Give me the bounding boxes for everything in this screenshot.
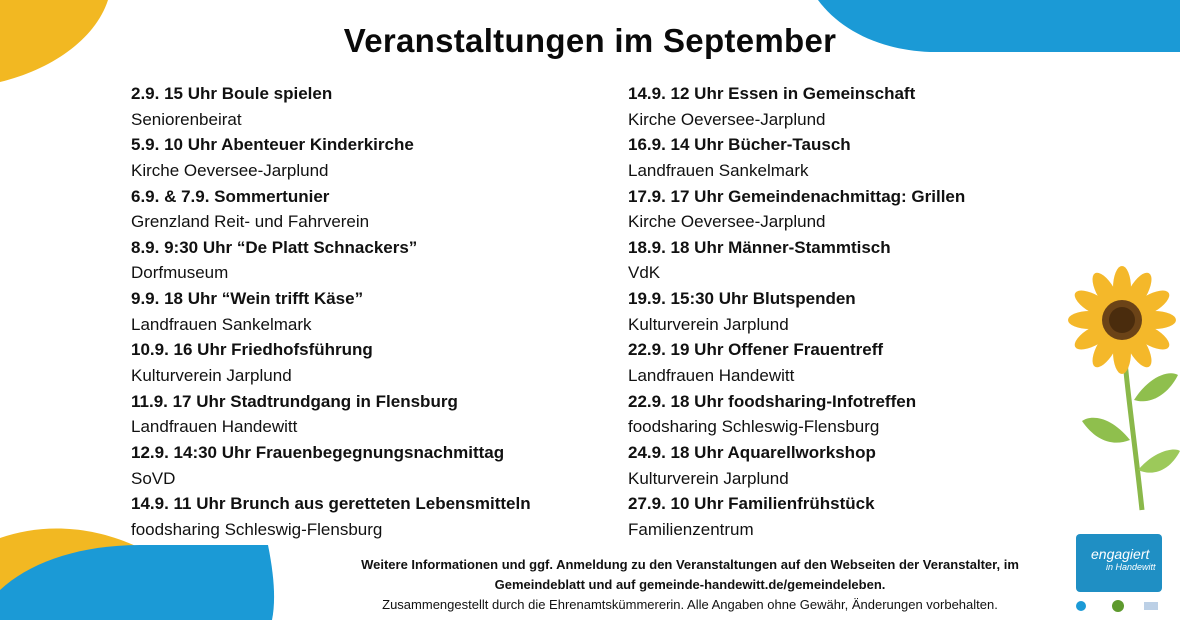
event-organizer: Kulturverein Jarplund: [628, 314, 789, 334]
event-item: [131, 337, 601, 388]
event-heading: 12.9. 14:30 Uhr Frauenbegegnungsnachmittag: [131, 443, 505, 463]
event-heading: 5.9. 10 Uhr Abenteuer Kinderkirche: [131, 135, 414, 155]
event-organizer: Seniorenbeirat: [131, 109, 242, 129]
engagiert-badge: [1076, 534, 1162, 592]
footer-line-2: Gemeindeblatt und auf gemeinde-handewitt.de/gemeindeleben.: [494, 577, 886, 592]
event-organizer: Kulturverein Jarplund: [628, 468, 789, 488]
event-heading: 17.9. 17 Uhr Gemeindenachmittag: Grillen: [628, 186, 966, 206]
event-organizer: Kirche Oeversee-Jarplund: [628, 109, 826, 129]
event-heading: 8.9. 9:30 Uhr “De Platt Schnackers”: [131, 237, 418, 257]
event-organizer: Kirche Oeversee-Jarplund: [131, 160, 329, 180]
event-heading: 16.9. 14 Uhr Bücher-Tausch: [628, 135, 851, 155]
event-organizer: VdK: [628, 263, 661, 283]
event-item: [628, 491, 1048, 542]
event-heading: 9.9. 18 Uhr “Wein trifft Käse”: [131, 289, 364, 309]
event-item: [131, 184, 601, 235]
badge-subtitle: in Handewitt: [1106, 562, 1156, 572]
event-organizer: Dorfmuseum: [131, 263, 229, 283]
event-heading: 10.9. 16 Uhr Friedhofsführung: [131, 340, 373, 360]
event-organizer: Landfrauen Handewitt: [131, 417, 298, 437]
event-item: [628, 235, 1048, 286]
event-heading: 22.9. 19 Uhr Offener Frauentreff: [628, 340, 884, 360]
event-organizer: Grenzland Reit- und Fahrverein: [131, 212, 370, 232]
footer-line-3: Zusammengestellt durch die Ehrenamtskümmererin. Alle Angaben ohne Gewähr, Änderungen vorbehalten.: [382, 597, 998, 612]
logo-mark-2: [1112, 600, 1124, 612]
event-organizer: Landfrauen Handewitt: [628, 365, 795, 385]
event-item: [628, 440, 1048, 491]
event-heading: 14.9. 11 Uhr Brunch aus geretteten Lebensmitteln: [131, 494, 531, 514]
event-item: [131, 235, 601, 286]
event-item: [628, 286, 1048, 337]
event-item: [131, 440, 601, 491]
event-heading: 14.9. 12 Uhr Essen in Gemeinschaft: [628, 84, 916, 103]
event-item: [131, 491, 601, 542]
event-heading: 2.9. 15 Uhr Boule spielen: [131, 84, 333, 103]
event-item: [131, 286, 601, 337]
logo-mark-1: [1076, 601, 1086, 611]
event-organizer: Landfrauen Sankelmark: [131, 314, 312, 334]
event-heading: 22.9. 18 Uhr foodsharing-Infotreffen: [628, 391, 917, 411]
event-item: [628, 389, 1048, 440]
event-organizer: foodsharing Schleswig-Flensburg: [628, 417, 880, 437]
event-heading: 11.9. 17 Uhr Stadtrundgang in Flensburg: [131, 391, 458, 411]
footer-line-1: Weitere Informationen und ggf. Anmeldung zu den Veranstaltungen auf den Webseiten der Veranstalter, im: [361, 557, 1019, 572]
event-organizer: Landfrauen Sankelmark: [628, 160, 809, 180]
event-heading: 18.9. 18 Uhr Männer-Stammtisch: [628, 237, 891, 257]
event-heading: 27.9. 10 Uhr Familienfrühstück: [628, 494, 875, 514]
footer-note: [260, 555, 1120, 615]
logo-icon: [1072, 597, 1162, 615]
event-heading: 19.9. 15:30 Uhr Blutspenden: [628, 289, 856, 309]
event-item: [131, 81, 601, 132]
event-item: [628, 337, 1048, 388]
event-item: [628, 132, 1048, 183]
event-organizer: Kirche Oeversee-Jarplund: [628, 212, 826, 232]
event-item: [628, 81, 1048, 132]
event-heading: 6.9. & 7.9. Sommertunier: [131, 186, 330, 206]
sunflower-icon: [1050, 265, 1180, 525]
event-organizer: foodsharing Schleswig-Flensburg: [131, 519, 383, 539]
page-title: Veranstaltungen im September: [343, 22, 837, 59]
event-item: [131, 389, 601, 440]
event-organizer: SoVD: [131, 468, 176, 488]
badge-title: engagiert: [1091, 546, 1150, 562]
event-item: [628, 184, 1048, 235]
event-list-left: [131, 81, 601, 543]
event-organizer: Kulturverein Jarplund: [131, 365, 292, 385]
logo-mark-3: [1144, 602, 1158, 610]
event-item: [131, 132, 601, 183]
event-list-right: [628, 81, 1048, 543]
event-heading: 24.9. 18 Uhr Aquarellworkshop: [628, 443, 876, 463]
event-organizer: Familienzentrum: [628, 519, 754, 539]
